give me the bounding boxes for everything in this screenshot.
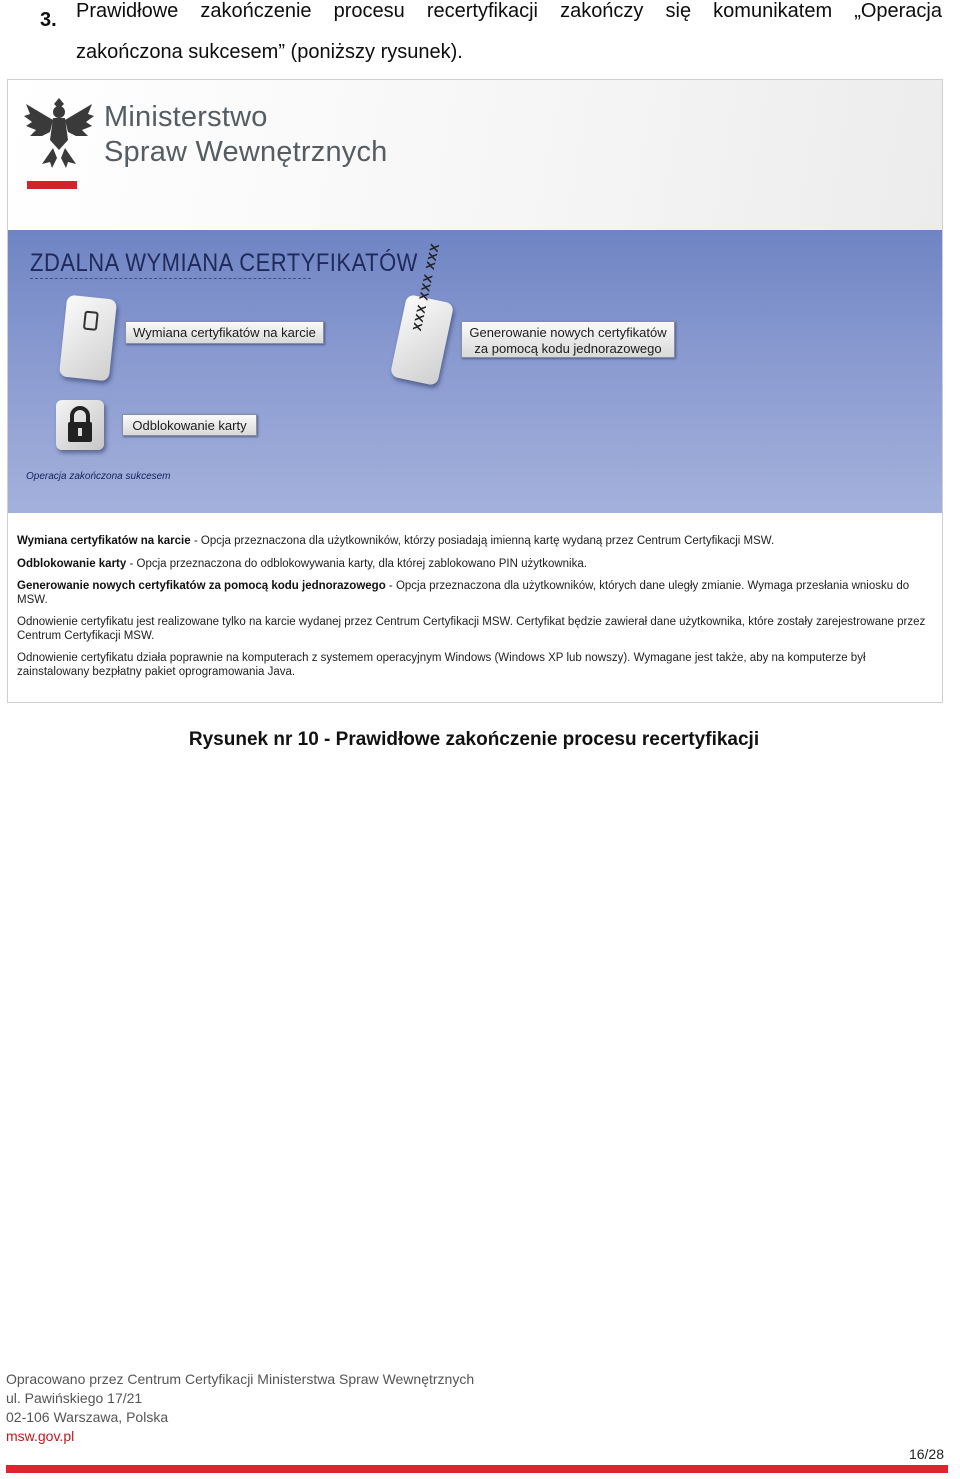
footer-line2: ul. Pawińskiego 17/21 [6,1390,143,1406]
ministry-name [104,100,388,170]
ministry-name-line2: Spraw Wewnętrznych [104,136,388,168]
success-message: Operacja zakończona sukcesem [26,471,171,482]
ministry-name-line1: Ministerstwo [104,101,268,133]
step-text-line2: zakończona sukcesem” (poniższy rysunek). [76,41,463,63]
step-text-line1: Prawidłowe zakończenie procesu recertyfikacji zakończy się komunikatem „Operacja [76,0,942,22]
smart-card-icon [59,295,117,382]
eagle-emblem-icon [20,92,98,172]
card-exchange-button[interactable]: Wymiana certyfikatów na karcie [125,321,324,344]
figure-caption: Rysunek nr 10 - Prawidłowe zakończenie procesu recertyfikacji [188,729,760,750]
info-term: Generowanie nowych certyfikatów za pomocą kodu jednorazowego [17,580,386,592]
card-code-text: XXX XXX XXX [409,241,443,333]
footer-line1: Opracowano przez Centrum Certyfikacji Ministerstwa Spraw Wewnętrznych [6,1371,475,1387]
info-description: - Opcja przeznaczona dla użytkowników, których dane uległy zmianie. Wymaga przesłania wniosku do MSW. [17,580,910,606]
info-text [17,535,937,688]
section-title: ZDALNA WYMIANA CERTYFIKATÓW [30,248,418,277]
padlock-icon [56,400,104,450]
ministry-header [8,80,942,230]
step-number: 3. [40,9,57,31]
footer-website-link[interactable]: msw.gov.pl [6,1428,75,1444]
info-description: - Opcja przeznaczona do odblokowywania karty, dla której zablokowano PIN użytkownika. [126,557,587,570]
embedded-screenshot [7,79,943,703]
info-paragraph [17,535,937,549]
info-description: - Opcja przeznaczona dla użytkowników, którzy posiadają imienną kartę wydaną przez Centrum Certyfikacji MSW. [190,535,775,547]
page-number: 16/28 [908,1446,944,1462]
info-term: Wymiana certyfikatów na karcie [17,535,191,547]
footer-line3: 02-106 Warszawa, Polska [6,1409,169,1425]
info-term: Odblokowanie karty [17,557,127,570]
info-paragraph: Odnowienie certyfikatu działa poprawnie na komputerach z systemem operacyjnym Windows (Windows XP lub nowszy). Wymagane jest także, aby na komputerze był zainstalowany bezpłatny pakiet oprogramowania Java. [17,652,866,678]
title-divider [30,278,311,279]
generate-button-line1: Generowanie nowych certyfikatów [469,325,667,340]
generate-button-line2: za pomocą kodu jednorazowego [474,341,662,356]
footer [6,1370,474,1446]
certificate-panel [8,230,942,513]
info-paragraph: Odnowienie certyfikatu jest realizowane tylko na karcie wydanej przez Centrum Certyfikacji MSW. Certyfikat będzie zawierał dane użytkownika, które zostały zarejestrowane przez Centrum Certyfikacji MSW. [17,616,926,642]
red-accent-bar [27,181,77,189]
footer-red-rule [6,1465,948,1473]
info-paragraph [17,580,937,607]
info-paragraph [17,558,937,572]
code-card-icon [390,241,454,386]
generate-certificates-button[interactable] [461,321,675,358]
unblock-card-button[interactable]: Odblokowanie karty [122,414,257,436]
